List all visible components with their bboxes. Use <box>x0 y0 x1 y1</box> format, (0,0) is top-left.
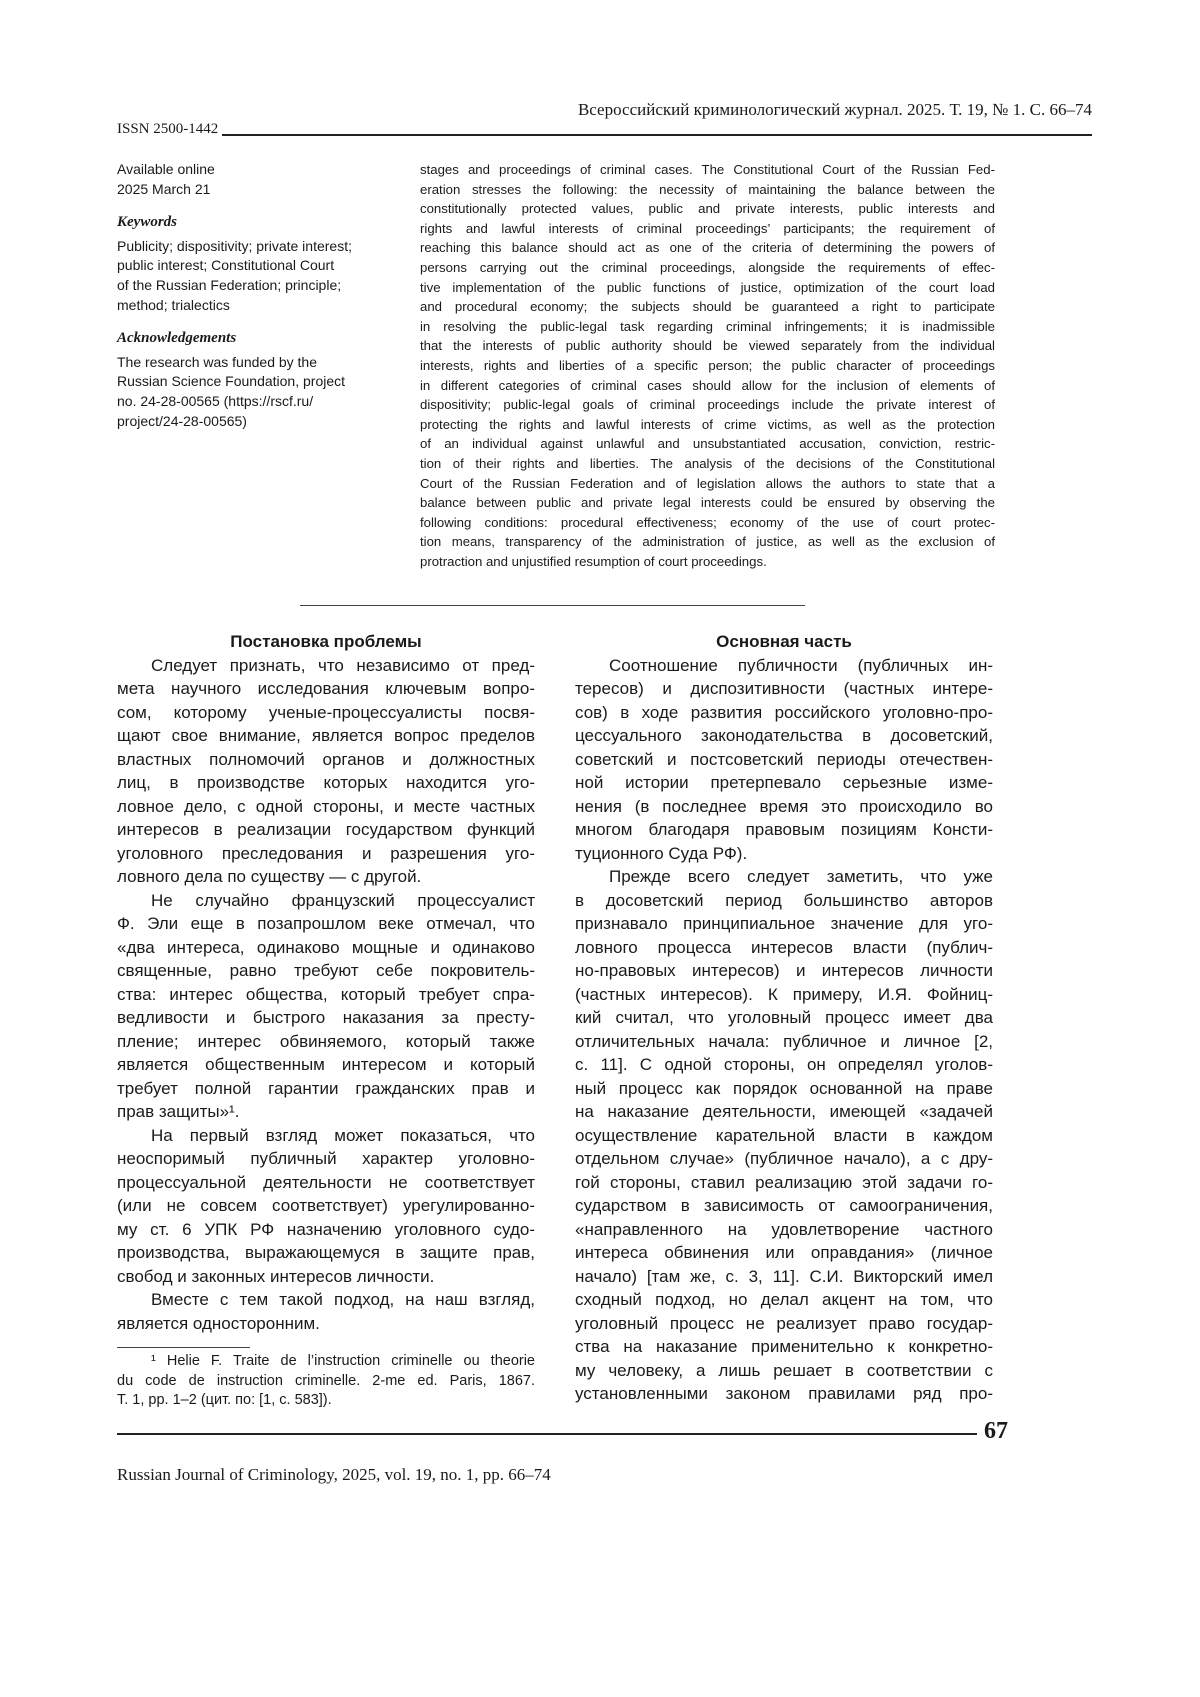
paragraph-line: цессуального законодательства в досоветский, <box>575 724 993 748</box>
paragraph-line: лиц, в производстве которых находится уго- <box>117 771 535 795</box>
paragraph-line: тересов) и диспозитивности (частных интере- <box>575 677 993 701</box>
paragraph-line: интересов в реализации государством функций <box>117 818 535 842</box>
paragraph-line: Следует признать, что независимо от пред- <box>117 654 535 678</box>
paragraph-line: осуществление карательной власти в каждом <box>575 1124 993 1148</box>
paragraph-line: многом благодаря правовым позициям Консти- <box>575 818 993 842</box>
abstract <box>420 160 995 571</box>
paragraph-line: требует полной гарантии гражданских прав и <box>117 1077 535 1101</box>
paragraph-line: нения (в последнее время это происходило во <box>575 795 993 819</box>
paragraph-line: «направленного на удовлетворение частного <box>575 1218 993 1242</box>
paragraph-line: Соотношение публичности (публичных ин- <box>575 654 993 678</box>
text-line: 2025 March 21 <box>117 180 387 200</box>
paragraph-line: гой стороны, ставил реализацию этой задачи го- <box>575 1171 993 1195</box>
footnote-line: ¹ Helie F. Traite de l’instruction criminelle ou theorie <box>117 1352 535 1372</box>
article-meta <box>117 160 387 431</box>
text-line: method; trialectics <box>117 296 387 316</box>
header-rule <box>117 134 1092 136</box>
paragraph-line: установленными законом правилами ряд про- <box>575 1382 993 1406</box>
keywords-heading: Keywords <box>117 213 387 233</box>
footer-rule <box>117 1433 977 1435</box>
paragraph-line: мета научного исследования ключевым вопро- <box>117 677 535 701</box>
acknowledgements-heading: Acknowledgements <box>117 329 387 349</box>
paragraph-line: процессуальной деятельности не соответствует <box>117 1171 535 1195</box>
abstract-line: protraction and unjustified resumption of court proceedings. <box>420 552 995 572</box>
paragraph-line: сов) в ходе развития российского уголовно-про- <box>575 701 993 725</box>
paragraph-line: уголовный процесс не реализует право государ- <box>575 1312 993 1336</box>
paragraph-line: Ф. Эли еще в позапрошлом веке отмечал, что <box>117 912 535 936</box>
paragraph-line: прав защиты»¹. <box>117 1100 535 1124</box>
text-line: The research was funded by the <box>117 353 387 373</box>
left-column <box>117 630 535 1335</box>
page-number: 67 <box>980 1418 1008 1445</box>
paragraph-line: свобод и законных интересов личности. <box>117 1265 535 1289</box>
paragraph-line: сходный подход, но делал акцент на том, что <box>575 1288 993 1312</box>
right-column <box>575 630 993 1406</box>
paragraph <box>575 654 993 866</box>
abstract-line: reaching this balance should act as one of the criteria of determining the powers of <box>420 238 995 258</box>
paragraph-line: туционного Суда РФ). <box>575 842 993 866</box>
text-line: project/24-28-00565) <box>117 412 387 432</box>
paragraph-line: пление; интерес обвиняемого, который также <box>117 1030 535 1054</box>
paragraph <box>117 889 535 1124</box>
paragraph-line: Не случайно французский процессуалист <box>117 889 535 913</box>
abstract-line: rights and lawful interests of criminal proceedings’ participants; the requirement of <box>420 219 995 239</box>
abstract-line: balance between public and private legal interests could be ensured by observing the <box>420 493 995 513</box>
text-line: Publicity; dispositivity; private interest; <box>117 237 387 257</box>
text-line: of the Russian Federation; principle; <box>117 276 387 296</box>
paragraph-line: но-правовых интересов) и интересов личности <box>575 959 993 983</box>
paragraph-line: (частных интересов). К примеру, И.Я. Фойниц- <box>575 983 993 1007</box>
abstract-line: that the interests of public authority should be viewed separately from the individual <box>420 336 995 356</box>
paragraph <box>117 1288 535 1335</box>
acknowledgements <box>117 353 387 431</box>
abstract-line: and procedural economy; the subjects should be guaranteed a right to participate <box>420 297 995 317</box>
section-divider <box>300 605 805 606</box>
abstract-line: tive implementation of the public functions of justice, optimization of the court load <box>420 278 995 298</box>
paragraph-line: «два интереса, одинаково мощные и одинаково <box>117 936 535 960</box>
text-line: Available online <box>117 160 387 180</box>
paragraph-line: ловного дела по существу — с другой. <box>117 865 535 889</box>
abstract-line: interests, rights and liberties of a specific person; the public character of proceedings <box>420 356 995 376</box>
paragraph-line: отдельном случае» (публичное начало), а с дру- <box>575 1147 993 1171</box>
paragraph-line: сударством в зависимость от самоограничения, <box>575 1194 993 1218</box>
footnote-rule <box>117 1347 250 1348</box>
issn: ISSN 2500-1442 <box>117 121 222 138</box>
abstract-line: tion of their rights and liberties. The analysis of the decisions of the Constitutional <box>420 454 995 474</box>
paragraph-line: производства, выражающемуся в защите прав, <box>117 1241 535 1265</box>
keywords <box>117 237 387 315</box>
paragraph-line: признавало принципиальное значение для уго- <box>575 912 993 936</box>
paragraph-line: ведливости и быстрого наказания за престу- <box>117 1006 535 1030</box>
paragraph-line: неоспоримый публичный характер уголовно- <box>117 1147 535 1171</box>
abstract-line: following conditions: procedural effectiveness; economy of the use of court protec- <box>420 513 995 533</box>
paragraph <box>117 654 535 889</box>
paragraph-line: ловного процесса интересов власти (публич- <box>575 936 993 960</box>
paragraph-line: в досоветский период большинство авторов <box>575 889 993 913</box>
paragraph-line: властных полномочий органов и должностных <box>117 748 535 772</box>
paragraph-line: ловное дело, с одной стороны, и месте частных <box>117 795 535 819</box>
paragraph-line: священные, равно требуют себе покровитель- <box>117 959 535 983</box>
paragraph-line: является односторонним. <box>117 1312 535 1336</box>
paragraph-line: отличительных начала: публичное и личное [2, <box>575 1030 993 1054</box>
abstract-line: persons carrying out the criminal proceedings, alongside the requirements of effec- <box>420 258 995 278</box>
section-heading: Основная часть <box>575 630 993 654</box>
paragraph-line: щают свое внимание, является вопрос пределов <box>117 724 535 748</box>
abstract-line: Court of the Russian Federation and of legislation allows the authors to state that a <box>420 474 995 494</box>
paragraph-line: Вместе с тем такой подход, на наш взгляд, <box>117 1288 535 1312</box>
footnote-line: T. 1, pp. 1–2 (цит. по: [1, с. 583]). <box>117 1391 535 1411</box>
paragraph-line: ный процесс как порядок основанной на праве <box>575 1077 993 1101</box>
abstract-line: in resolving the public-legal task regarding criminal infringements; it is inadmissible <box>420 317 995 337</box>
section-heading: Постановка проблемы <box>117 630 535 654</box>
abstract-line: protecting the rights and lawful interests of crime victims, as well as the protection <box>420 415 995 435</box>
paragraph-line: советский и постсоветский периоды отечествен- <box>575 748 993 772</box>
paragraph-line: му человеку, а лишь решает в соответствии с <box>575 1359 993 1383</box>
abstract-line: eration stresses the following: the necessity of maintaining the balance between the <box>420 180 995 200</box>
paragraph-line: начало) [там же, с. 3, 11]. С.И. Викторский имел <box>575 1265 993 1289</box>
paragraph <box>575 865 993 1406</box>
paragraph-line: интереса обвинения или оправдания» (личное <box>575 1241 993 1265</box>
paragraph-line: на наказание деятельности, имеющей «задачей <box>575 1100 993 1124</box>
paragraph-line: ства: интерес общества, который требует спра- <box>117 983 535 1007</box>
paragraph-line: Прежде всего следует заметить, что уже <box>575 865 993 889</box>
paragraph-line: кий считал, что уголовный процесс имеет два <box>575 1006 993 1030</box>
abstract-line: tion means, transparency of the administration of justice, as well as the exclusion of <box>420 532 995 552</box>
text-line: Russian Science Foundation, project <box>117 372 387 392</box>
paragraph-line: является общественным интересом и который <box>117 1053 535 1077</box>
footnote-line: du code de instruction criminelle. 2-me ed. Paris, 1867. <box>117 1372 535 1392</box>
abstract-line: in different categories of criminal cases should allow for the inclusion of elements of <box>420 376 995 396</box>
paragraph-line: ной истории претерпевало серьезные изме- <box>575 771 993 795</box>
paragraph-line: уголовного преследования и разрешения уго- <box>117 842 535 866</box>
footnote <box>117 1352 535 1411</box>
text-line: no. 24-28-00565 (https://rscf.ru/ <box>117 392 387 412</box>
paragraph-line: На первый взгляд может показаться, что <box>117 1124 535 1148</box>
abstract-line: stages and proceedings of criminal cases. The Constitutional Court of the Russian Fed- <box>420 160 995 180</box>
abstract-line: constitutionally protected values, public and private interests, public interests and <box>420 199 995 219</box>
running-header-journal: Всероссийский криминологический журнал. 2025. Т. 19, № 1. С. 66–74 <box>578 100 1092 120</box>
text-line: public interest; Constitutional Court <box>117 256 387 276</box>
paragraph-line: ства на наказание применительно к конкретно- <box>575 1335 993 1359</box>
running-footer-journal: Russian Journal of Criminology, 2025, vol. 19, no. 1, pp. 66–74 <box>117 1465 551 1485</box>
paragraph-line: сом, которому ученые-процессуалисты посвя- <box>117 701 535 725</box>
paragraph-line: с. 11]. С одной стороны, он определял уголов- <box>575 1053 993 1077</box>
abstract-line: dispositivity; public-legal goals of criminal proceedings include the private interest of <box>420 395 995 415</box>
paragraph <box>117 1124 535 1289</box>
available-online <box>117 160 387 199</box>
paragraph-line: (или не совсем соответствует) урегулированно- <box>117 1194 535 1218</box>
paragraph-line: му ст. 6 УПК РФ назначению уголовного судо- <box>117 1218 535 1242</box>
abstract-line: of an individual against unlawful and unsubstantiated accusation, conviction, restric- <box>420 434 995 454</box>
